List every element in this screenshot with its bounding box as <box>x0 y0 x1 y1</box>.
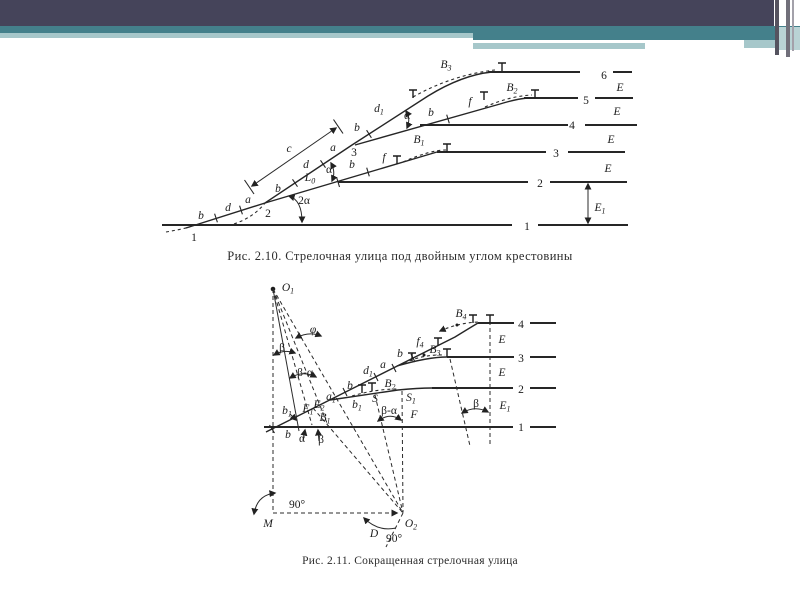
label-seg-a1: $a_1$ <box>326 391 336 405</box>
label-seg-f4: $f_4$ <box>416 336 424 350</box>
label-point-1: 1 <box>191 232 197 244</box>
label-angle-beta-alpha: β-α <box>297 367 313 379</box>
fig210-ladder <box>186 72 528 228</box>
label-point-2: 2 <box>265 208 271 220</box>
fig210-dashed-curves <box>166 70 532 232</box>
label-angle-beta-below: β <box>318 434 324 446</box>
label-track-5: 5 <box>583 95 589 107</box>
label-seg-a-2: a <box>330 142 336 154</box>
label-angle-b-below: b <box>285 429 291 441</box>
label-track-4: 4 <box>569 120 575 132</box>
label-angle-beta: β <box>279 342 285 354</box>
label-angle-beta-right: β <box>473 398 479 410</box>
label-mark-E2: $E_2$ <box>313 399 325 413</box>
label-angle-a-up: α <box>403 110 411 122</box>
label-angle-90-D: 90° <box>385 533 403 545</box>
label-track-1: 1 <box>524 221 530 233</box>
label-center-O2: $O_2$ <box>404 518 418 532</box>
label-point-F: F <box>410 409 418 421</box>
label-seg-d1: $d_1$ <box>363 365 373 379</box>
label-seg-d-1: d <box>225 202 231 214</box>
label-dim-c: c <box>286 143 292 155</box>
label-angle-phi: φ <box>309 324 317 336</box>
label-track-3: 3 <box>553 148 559 160</box>
label-gauge-E-65: E <box>616 82 624 94</box>
fig-2-10-diagram <box>162 59 637 244</box>
label-curve-B2: $B_2$ <box>506 82 518 96</box>
fig210-dimension-c <box>245 120 344 195</box>
label-gauge-E-43: E <box>607 134 615 146</box>
label-point-S: S <box>372 393 378 405</box>
label-track-1: 1 <box>518 422 524 434</box>
label-seg-b1-start: $b_1$ <box>282 405 292 419</box>
label-center-O1: $O_1$ <box>281 282 295 296</box>
label-curve-B4: $B_4$ <box>455 308 467 322</box>
label-seg-b-up: b <box>397 348 403 360</box>
label-seg-b-mid: b <box>347 380 353 392</box>
label-track-4: 4 <box>518 319 524 331</box>
label-point-M: M <box>263 518 273 530</box>
label-angle-a-low: α <box>325 164 333 176</box>
label-point-S1: $S_1$ <box>406 392 416 406</box>
label-point-D: D <box>369 528 379 540</box>
label-seg-b-1: b <box>198 210 204 222</box>
label-curve-B3: $B_3$ <box>429 344 441 358</box>
fig-2-11-diagram <box>254 282 556 547</box>
fig-2-10-caption: Рис. 2.10. Стрелочная улица под двойным углом крестовины <box>227 249 573 263</box>
label-mark-E1: $E_1$ <box>302 403 314 417</box>
label-point-3: 3 <box>351 147 357 159</box>
label-mark-B1: $B_1$ <box>319 412 331 426</box>
label-curve-B3: $B_3$ <box>440 59 452 73</box>
fig211-rail-joint-symbols <box>358 315 494 393</box>
label-seg-b-2: b <box>275 183 281 195</box>
label-seg-d-2: d <box>303 159 309 171</box>
label-seg-b-up: b <box>354 122 360 134</box>
label-gauge-E-32: E <box>498 367 506 379</box>
label-gauge-E-54: E <box>613 106 621 118</box>
label-angle-alpha-below: α <box>298 433 306 445</box>
label-seg-a-1: a <box>245 194 251 206</box>
label-track-2: 2 <box>537 178 543 190</box>
fig211-construction-lines <box>273 321 490 547</box>
label-seg-b1-mid: $b_1$ <box>352 399 362 413</box>
label-gauge-E-32: E <box>604 163 612 175</box>
label-gauge-E-43: E <box>498 334 506 346</box>
label-seg-a-mid: a <box>380 359 386 371</box>
fig-2-11-caption: Рис. 2.11. Сокращенная стрелочная улица <box>302 555 518 567</box>
label-track-3: 3 <box>518 353 524 365</box>
label-angle-2a: 2α <box>298 195 310 207</box>
label-seg-b-br3: b <box>428 107 434 119</box>
label-angle-beta-alpha-low: β-α <box>381 405 397 417</box>
label-gauge-E1: $E_1$ <box>594 202 606 216</box>
label-track-2: 2 <box>518 384 524 396</box>
fig210-angle-marks <box>289 111 588 223</box>
label-seg-f-br2: f <box>382 152 386 164</box>
label-angle-90-M: 90° <box>288 499 306 511</box>
label-curve-B2: $B_2$ <box>384 378 396 392</box>
label-gauge-E1-right: $E_1$ <box>499 400 511 414</box>
fig210-tracks <box>162 72 637 225</box>
fig211-radius-rays <box>271 287 403 513</box>
label-dim-L0: $L_0$ <box>304 172 316 186</box>
label-seg-f-br3: f <box>468 96 472 108</box>
label-curve-B1: $B_1$ <box>413 134 425 148</box>
fig211-dashed-curves <box>352 322 478 396</box>
label-seg-d1-up: $d_1$ <box>374 103 384 117</box>
label-track-6: 6 <box>601 70 607 82</box>
fig210-labels <box>191 59 623 244</box>
label-seg-b-br2: b <box>349 159 355 171</box>
